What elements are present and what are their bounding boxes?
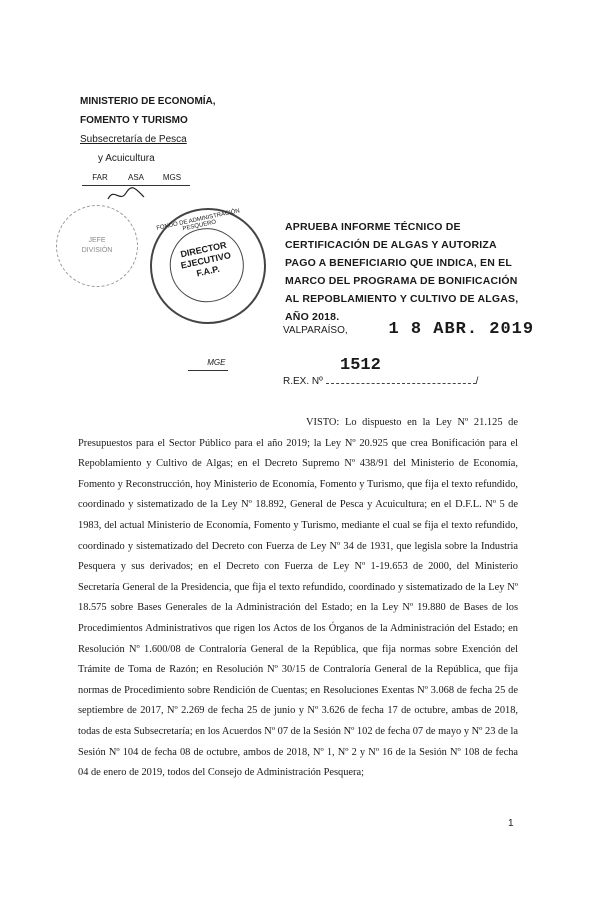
director-stamp — [139, 197, 277, 335]
handwritten-initials — [106, 185, 146, 205]
ministry-name: MINISTERIO DE ECONOMÍA, — [80, 96, 216, 107]
rex-label: R.EX. Nº — [283, 376, 323, 387]
visa-col-1: FAR — [82, 170, 118, 186]
visto-label-text: VISTO: — [306, 417, 340, 428]
resolution-number-line — [283, 373, 478, 387]
ministry-header — [80, 92, 216, 168]
date-line — [283, 320, 534, 339]
ministry-subname: FOMENTO Y TURISMO — [80, 115, 188, 126]
visa-col-2: ASA — [118, 170, 154, 186]
visa-col-3: MGS — [154, 170, 190, 186]
page-number: 1 — [508, 818, 514, 829]
visa-initials-2 — [196, 355, 204, 371]
subsecretaria-subname: y Acuicultura — [98, 153, 155, 164]
director-stamp-ring-text: FONDO DE ADMINISTRACIÓN PESQUERO — [156, 208, 241, 233]
rex-end: / — [475, 376, 479, 387]
rex-blank-line — [326, 373, 476, 384]
division-stamp-line2: DIVISIÓN — [81, 247, 113, 254]
visto-text: Lo dispuesto en la Ley Nº 21.125 de Presupuestos para el Sector Público para el año 2019; la Ley Nº 20.925 que crea Bonificación para el Repoblamiento y Cultivo de Algas; en el Decreto Supremo Nº 438/91 del Ministerio de Economía, Fomento y Reconstrucción, hoy Ministerio de Economía, Fomento y Turismo, que fija el texto refundido, coordinado y sistematizado de la Ley Nº 18.892, General de Pesca y Acuicultura; en el D.F.L. Nº 5 de 1983, del actual Ministerio de Economía, Fomento y Turismo, mediante el cual se fija el texto refundido, coordinado y sistematizado del Decreto con Fuerza de Ley Nº 34 de 1931, que legisla sobre la Industria Pesquera y sus derivados; en el Decreto con Fuerza de Ley Nº 1-19.653 de 2000, del Ministerio Secretaría General de la Presidencia, que fija el texto refundido, coordinado y sistematizado de la Ley Nº 18.575 sobre Bases Generales de la Administración del Estado; en la Ley Nº 19.880 de Bases de los Procedimientos Administrativos que rigen los Actos de los Órganos de la Administración del Estado; en Resolución Nº 1.600/08 de Contraloría General de la República, que fija normas sobre Exención del Trámite de Toma de Razón; en Resolución Nº 30/15 de Contraloría General de la República, que fija normas de Procedimiento sobre Rendición de Cuentas; en Resoluciones Exentas Nº 3.068 de fecha 25 de septiembre de 2017, Nº 2.269 de fecha 25 de junio y Nº 3.626 de fecha 17 de octubre, ambas de 2018, todas de esta Subsecretaría; en los Acuerdos Nº 07 de la Sesión Nº 102 de fecha 07 de mayo y Nº 23 de la Sesión Nº 104 de fecha 08 de octubre, ambos de 2018, Nº 1, Nº 2 y Nº 16 de la Sesión Nº 108 de fecha 04 de enero de 2019, todos del Consejo de Administración Pesquera; — [78, 417, 518, 779]
visa-initials-1 — [188, 355, 196, 371]
date-place: VALPARAÍSO, — [283, 325, 348, 336]
division-stamp — [56, 205, 138, 287]
division-stamp-line1: JEFE — [88, 237, 106, 244]
resolution-title: APRUEBA INFORME TÉCNICO DE CERTIFICACIÓN DE ALGAS Y AUTORIZA PAGO A BENEFICIARIO QUE INDICA, EN EL MARCO DEL PROGRAMA DE BONIFICACIÓN AL REPOBLAMIENTO Y CULTIVO DE ALGAS, AÑO 2018. — [285, 221, 519, 323]
visto-label — [78, 417, 339, 428]
date-stamp: 1 8 ABR. 2019 — [388, 320, 535, 339]
subsecretaria-name: Subsecretaría de Pesca — [80, 134, 187, 145]
visto-paragraph — [78, 413, 518, 784]
visa-initials-3: MGE — [205, 355, 228, 371]
resolution-number: 1512 — [340, 356, 381, 375]
director-stamp-text: DIRECTOR EJECUTIVO F.A.P. — [179, 239, 232, 279]
